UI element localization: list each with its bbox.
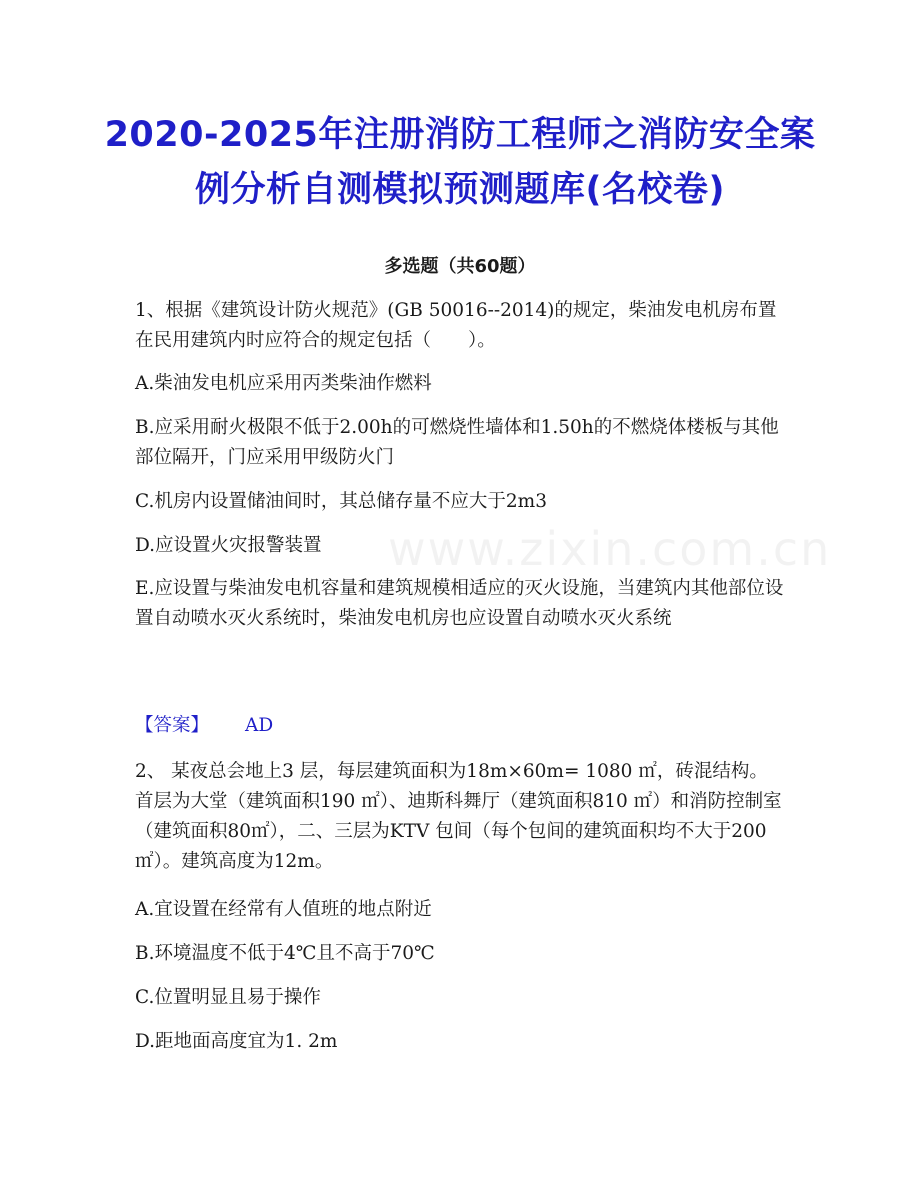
question-2-option-d: D.距地面高度宜为1. 2m — [135, 1031, 338, 1052]
question-2-stem: 2、 某夜总会地上3 层，每层建筑面积为18m×60m= 1080 ㎡，砖混结构。首层为大堂（建筑面积190 ㎡）、迪斯科舞厅（建筑面积810 ㎡）和消防控制室（建筑面积80㎡），二、三层为KTV 包间（每个包间的建筑面积均不大于200 ㎡）。建筑高度为12m。 — [135, 761, 782, 872]
question-1-answer — [135, 711, 273, 741]
question-2-option-b: B.环境温度不低于4℃且不高于70℃ — [135, 943, 435, 964]
question-1-option-a: A.柴油发电机应采用丙类柴油作燃料 — [135, 373, 432, 394]
question-2-option-c: C.位置明显且易于操作 — [135, 987, 321, 1008]
question-1-option-c: C.机房内设置储油间时，其总储存量不应大于2m3 — [135, 491, 547, 512]
question-1-option-d: D.应设置火灾报警装置 — [135, 535, 322, 556]
question-2-option-a: A.宜设置在经常有人值班的地点附近 — [135, 899, 432, 920]
page-title: 2020-2025年注册消防工程师之消防安全案例分析自测模拟预测题库(名校卷) — [104, 115, 816, 210]
question-1-stem: 1、根据《建筑设计防火规范》(GB 50016--2014)的规定，柴油发电机房布置在民用建筑内时应符合的规定包括（ ）。 — [135, 300, 777, 351]
answer-value: AD — [245, 715, 274, 736]
answer-label: 【答案】 — [135, 715, 210, 736]
question-1-option-b: B.应采用耐火极限不低于2.00h的可燃烧性墙体和1.50h的不燃烧体楼板与其他部位隔开，门应采用甲级防火门 — [135, 417, 779, 468]
watermark: www.zixin.com.cn — [388, 522, 832, 576]
question-1-option-e: E.应设置与柴油发电机容量和建筑规模相适应的灭火设施，当建筑内其他部位设置自动喷水灭火系统时，柴油发电机房也应设置自动喷水灭火系统 — [135, 578, 784, 629]
section-heading: 多选题（共60题） — [384, 256, 536, 277]
